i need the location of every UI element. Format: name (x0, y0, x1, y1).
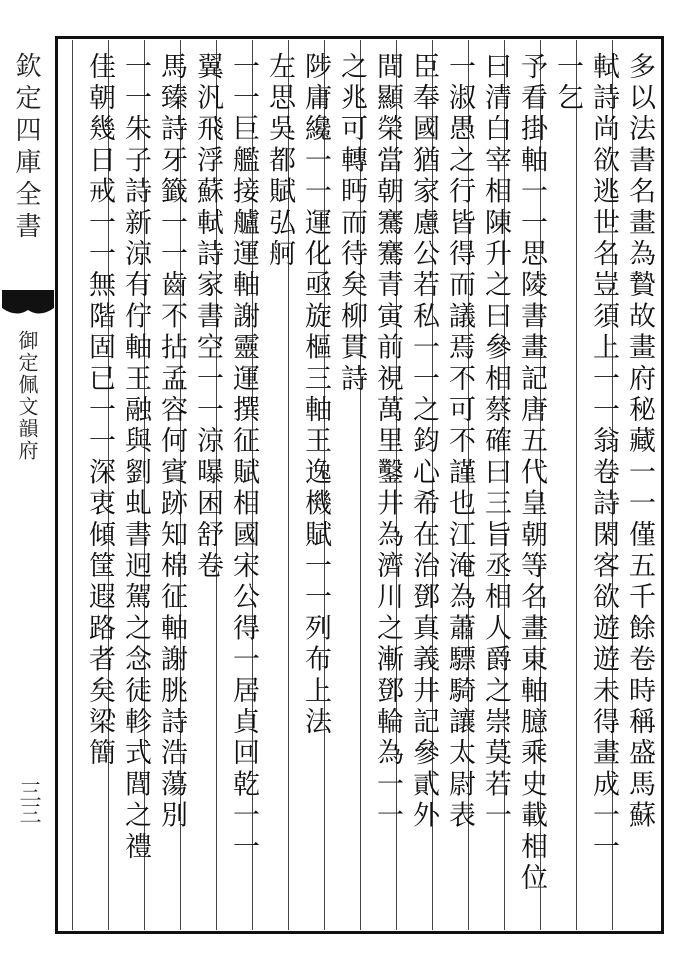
page-number: 三三 (16, 780, 41, 824)
fish-tail-mark (0, 288, 56, 322)
text-column-3: 一乞 (552, 52, 583, 115)
text-column-5: 曰清白宰相陳升之曰參相蔡確曰三旨丞相人爵之崇莫若一 (480, 52, 511, 832)
text-column-15: 一一朱子詩新涼有佇軸王融與劉虬書迥駕之念徒軫式閭之禮 (120, 52, 151, 864)
text-column-11: 左思吳都賦弘舸 (264, 52, 295, 271)
text-column-14: 馬臻詩牙籤一一齒不拈孟容何賓跡知棉征軸謝朓詩浩蕩別 (156, 52, 187, 832)
text-column-7: 臣奉國猶家慮公若私一一之鈞心希在治鄧真義井記參貳外 (408, 52, 439, 832)
book-title: 欽定四庫全書 (11, 52, 41, 244)
text-column-4: 予看掛軸一一思陵書畫記唐五代皇朝等名畫東軸臆乘史載相位 (516, 52, 547, 895)
column-rule (72, 40, 73, 930)
text-column-6: 一淑愚之行皆得而議焉不可不謹也江淹為蕭驃騎讓太尉表 (444, 52, 475, 832)
text-column-8: 間顯榮當朝騫騫青寅前視萬里鑿井為濟川之漸鄧輪為一一 (372, 52, 403, 832)
text-column-10: 陟庸纔一一運化亟旋樞三軸王逸機賦一一列布上法 (300, 52, 331, 739)
text-column-13: 翼汎飛浮蘇軾詩家書空一一涼曝困舒卷 (192, 52, 223, 583)
text-column-12: 一一巨艦接艫運軸謝靈運撰征賦相國宋公得一居貞回乾一一 (228, 52, 259, 864)
text-column-1: 多以法書名畫為贄故畫府秘藏一一僅五千餘卷時稱盛馬蘇 (624, 52, 655, 832)
volume-title: 御定佩文韻府 (15, 330, 39, 462)
text-column-2: 軾詩尚欲逃世名豈須上一一翁卷詩閑客欲遊遊未得畫成一一 (588, 52, 619, 864)
margin-rule (55, 36, 58, 934)
text-column-16: 佳朝幾日戒一一無階固已一一深衷傾筐遐路者矣梁簡 (84, 52, 115, 770)
text-column-9: 之兆可轉眄而待矣柳貫詩 (336, 52, 367, 396)
